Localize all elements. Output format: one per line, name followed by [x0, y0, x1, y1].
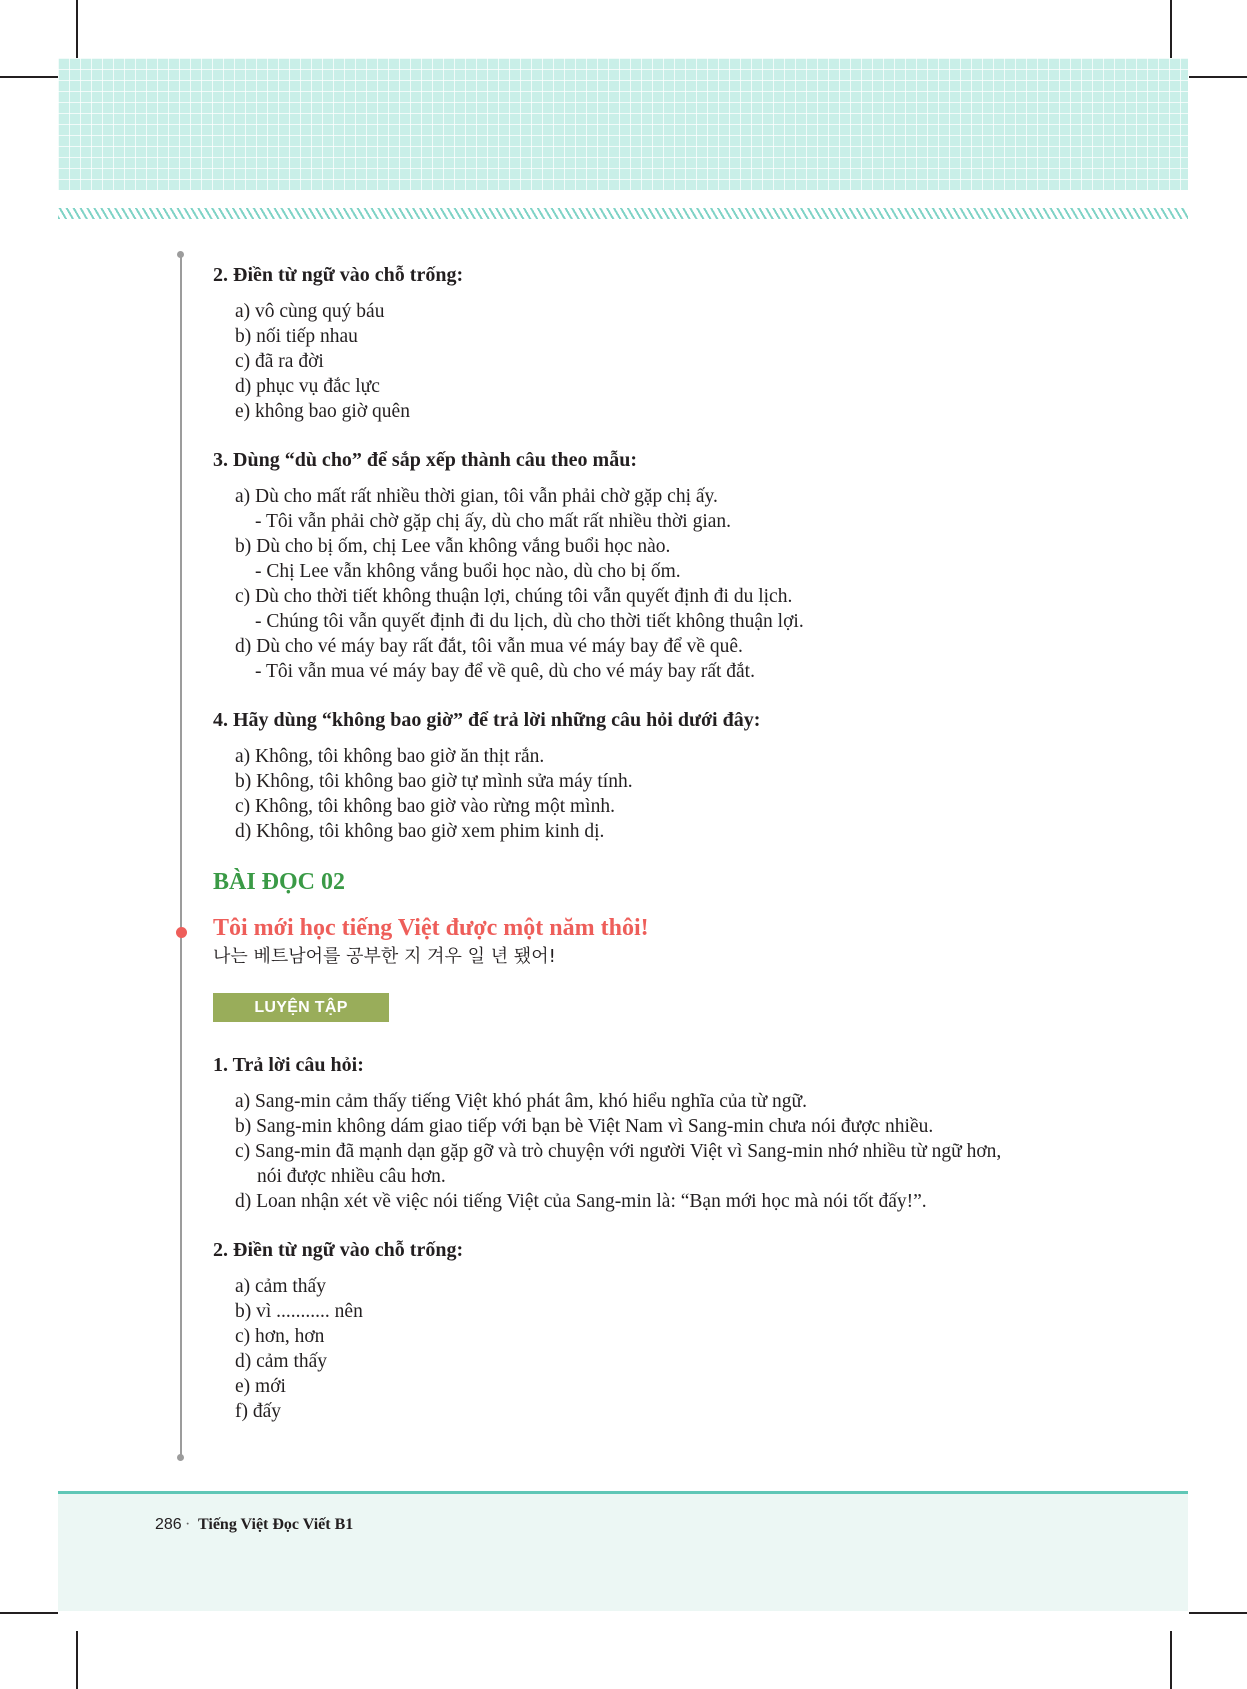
list-item: a) vô cùng quý báu	[235, 301, 385, 322]
list-item: d) Loan nhận xét về việc nói tiếng Việt của Sang-min là: “Bạn mới học mà nói tốt đấy!”.	[235, 1191, 927, 1212]
exercise4-list	[235, 744, 1013, 844]
practice1-title: 1. Trả lời câu hỏi:	[213, 1054, 364, 1076]
list-item: c) Sang-min đã mạnh dạn gặp gỡ và trò chuyện với người Việt vì Sang-min nhớ nhiều từ ngữ hơn, nói được nhiều câu hơn.	[235, 1141, 1002, 1187]
footer-rule	[58, 1491, 1188, 1494]
exercise3-title: 3. Dùng “dù cho” để sắp xếp thành câu theo mẫu:	[213, 449, 637, 471]
book-title: Tiếng Việt Đọc Viết B1	[198, 1516, 354, 1533]
lesson-title: Tôi mới học tiếng Việt được một năm thôi!	[213, 915, 649, 941]
page-number: 286	[155, 1516, 182, 1533]
section-heading: BÀI ĐỌC 02	[213, 869, 346, 895]
list-item: f) đấy	[235, 1401, 282, 1422]
list-item: d) phục vụ đắc lực	[235, 376, 380, 397]
list-subitem: - Tôi vẫn phải chờ gặp chị ấy, dù cho mất rất nhiều thời gian.	[255, 511, 732, 532]
exercise3-list	[235, 484, 1013, 684]
exercise2-title: 2. Điền từ ngữ vào chỗ trống:	[213, 264, 464, 286]
page-content	[213, 262, 1013, 1447]
list-item: d) cảm thấy	[235, 1351, 328, 1372]
list-item: c) Không, tôi không bao giờ vào rừng một mình.	[235, 796, 615, 817]
list-item: a) cảm thấy	[235, 1276, 326, 1297]
exercise2-list	[235, 299, 1013, 424]
list-subitem: - Tôi vẫn mua vé máy bay để về quê, dù cho vé máy bay rất đắt.	[255, 661, 755, 682]
margin-rule-bottom-dot	[177, 1454, 184, 1461]
list-item: b) Không, tôi không bao giờ tự mình sửa máy tính.	[235, 771, 633, 792]
list-item: c) Dù cho thời tiết không thuận lợi, chúng tôi vẫn quyết định đi du lịch.	[235, 586, 793, 607]
practice2-title: 2. Điền từ ngữ vào chỗ trống:	[213, 1239, 464, 1261]
list-item: b) Dù cho bị ốm, chị Lee vẫn không vắng buổi học nào.	[235, 536, 671, 557]
crop-mark	[0, 76, 58, 78]
list-item: e) không bao giờ quên	[235, 401, 410, 422]
header-grid-band	[58, 58, 1188, 190]
list-item: b) nối tiếp nhau	[235, 326, 358, 347]
crop-mark	[1170, 0, 1172, 58]
margin-rule-top-dot	[177, 251, 184, 258]
crop-mark	[1170, 1631, 1172, 1689]
crop-mark	[1189, 76, 1247, 78]
list-item: b) vì ........... nên	[235, 1301, 363, 1322]
list-item: c) hơn, hơn	[235, 1326, 325, 1347]
practice2-list	[235, 1274, 1013, 1424]
margin-rule	[180, 255, 182, 1458]
practice-badge: LUYỆN TẬP	[213, 993, 389, 1022]
crop-mark	[76, 0, 78, 58]
list-item: b) Sang-min không dám giao tiếp với bạn bè Việt Nam vì Sang-min chưa nói được nhiều.	[235, 1116, 934, 1137]
list-item: a) Không, tôi không bao giờ ăn thịt rắn.	[235, 746, 545, 767]
crop-mark	[76, 1631, 78, 1689]
list-item: e) mới	[235, 1376, 286, 1397]
lesson-marker-dot	[176, 927, 187, 938]
footer-separator: ·	[185, 1516, 191, 1533]
list-item: c) đã ra đời	[235, 351, 324, 372]
list-item: d) Không, tôi không bao giờ xem phim kinh dị.	[235, 821, 605, 842]
lesson-subtitle-korean: 나는 베트남어를 공부한 지 겨우 일 년 됐어!	[213, 946, 556, 967]
crop-mark	[0, 1612, 58, 1614]
practice1-list	[235, 1089, 1013, 1214]
footer-band	[58, 1491, 1188, 1611]
list-item: d) Dù cho vé máy bay rất đắt, tôi vẫn mua vé máy bay để về quê.	[235, 636, 743, 657]
list-item: a) Sang-min cảm thấy tiếng Việt khó phát âm, khó hiểu nghĩa của từ ngữ.	[235, 1091, 807, 1112]
header-hatch-stripe	[58, 208, 1188, 219]
exercise4-title: 4. Hãy dùng “không bao giờ” để trả lời những câu hỏi dưới đây:	[213, 709, 761, 731]
list-subitem: - Chúng tôi vẫn quyết định đi du lịch, dù cho thời tiết không thuận lợi.	[255, 611, 804, 632]
crop-mark	[1189, 1612, 1247, 1614]
list-item: a) Dù cho mất rất nhiều thời gian, tôi vẫn phải chờ gặp chị ấy.	[235, 486, 718, 507]
list-subitem: - Chị Lee vẫn không vắng buổi học nào, dù cho bị ốm.	[255, 561, 681, 582]
